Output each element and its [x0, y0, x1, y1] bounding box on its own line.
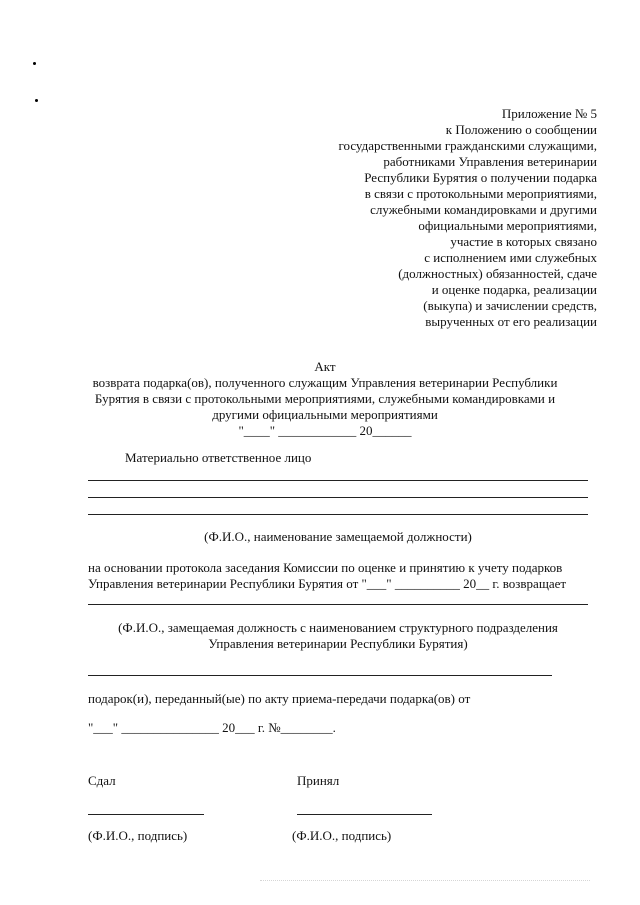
fio-struct-caption: (Ф.И.О., замещаемая должность с наименованием структурного подразделения — [118, 620, 558, 635]
appendix-line: Республики Бурятия о получении подарка — [364, 170, 597, 185]
margin-mark-bottom — [35, 99, 38, 102]
appendix-line: служебными командировками и другими — [370, 202, 597, 217]
responsible-label: Материально ответственное лицо — [125, 450, 312, 465]
act-subtitle-line: Бурятия в связи с протокольными мероприятиями, служебными командировками и — [94, 391, 556, 406]
appendix-header — [338, 106, 597, 330]
appendix-line: с исполнением ими служебных — [424, 250, 597, 265]
appendix-line: участие в которых связано — [450, 234, 597, 249]
appendix-line: вырученных от его реализации — [425, 314, 597, 329]
margin-mark-top — [33, 62, 36, 65]
fio-position-caption: (Ф.И.О., наименование замещаемой должности) — [204, 529, 472, 544]
act-subtitle-line: другими официальными мероприятиями — [212, 407, 438, 422]
blank-line — [88, 604, 588, 605]
handed-signature-line — [88, 814, 204, 815]
blank-line — [88, 480, 588, 481]
appendix-line: (выкупа) и зачислении средств, — [423, 298, 597, 313]
blank-line — [88, 497, 588, 498]
fio-struct-caption: Управления ветеринарии Республики Бурятия) — [208, 636, 468, 651]
act-title-block — [60, 359, 590, 439]
appendix-line: Приложение № 5 — [501, 106, 597, 121]
act-date-line: "____" ____________ 20______ — [238, 423, 412, 438]
scan-artifact — [260, 880, 590, 882]
appendix-line: в связи с протокольными мероприятиями, — [364, 186, 597, 201]
appendix-line: (должностных) обязанностей, сдаче — [398, 266, 597, 281]
blank-line — [88, 675, 552, 676]
accepted-label: Принял — [297, 773, 340, 788]
appendix-line: государственными гражданскими служащими, — [338, 138, 597, 153]
basis-line: на основании протокола заседания Комиссии по оценке и принятию к учету подарков — [88, 560, 563, 575]
handed-caption: (Ф.И.О., подпись) — [88, 828, 188, 843]
accepted-caption: (Ф.И.О., подпись) — [292, 828, 392, 843]
handed-label: Сдал — [88, 773, 116, 788]
act-title: Акт — [314, 359, 336, 374]
accepted-signature-line — [297, 814, 432, 815]
appendix-line: официальными мероприятиями, — [418, 218, 597, 233]
act-subtitle-line: возврата подарка(ов), полученного служащим Управления ветеринарии Республики — [92, 375, 558, 390]
appendix-line: к Положению о сообщении — [445, 122, 597, 137]
act-date-number-line: "___" _______________ 20___ г. №________. — [88, 720, 336, 735]
basis-line: Управления ветеринарии Республики Бурятия от "___" __________ 20__ г. возвращает — [88, 576, 567, 591]
gift-line: подарок(и), переданный(ые) по акту приема-передачи подарка(ов) от — [88, 691, 471, 706]
blank-line — [88, 514, 588, 515]
appendix-line: и оценке подарка, реализации — [431, 282, 597, 297]
appendix-line: работниками Управления ветеринарии — [383, 154, 597, 169]
